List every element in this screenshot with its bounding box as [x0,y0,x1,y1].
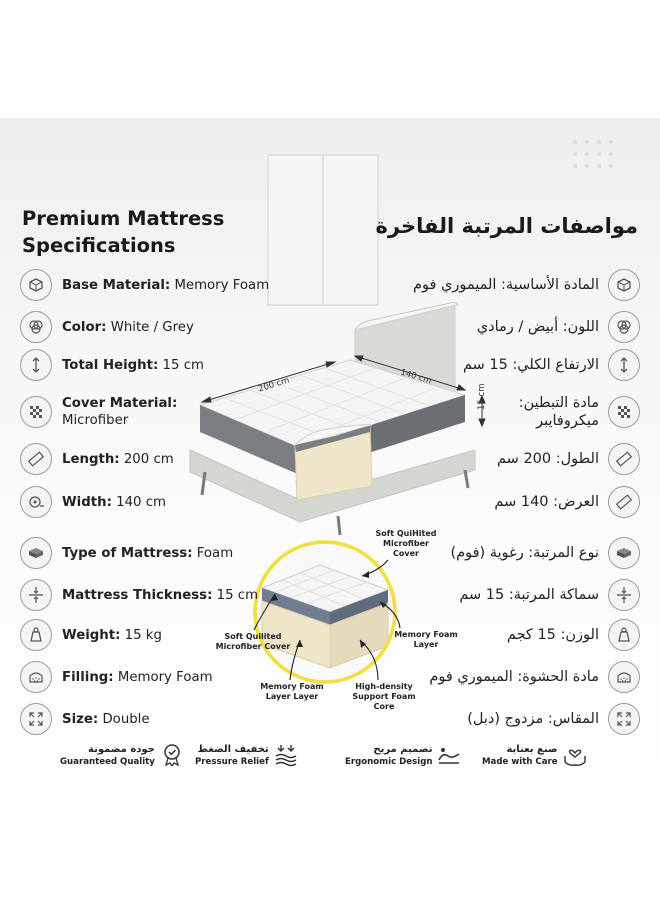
color-palette-icon [20,311,52,343]
foam-block-icon [20,269,52,301]
spec-filling-ar: مادة الحشوة: الميموري فوم [340,660,640,694]
spec-thickness-ar: سماكة المرتبة: 15 سم [340,578,640,612]
filling-icon [608,661,640,693]
english-title [22,205,262,259]
badge-pressure-relief: تخفيف الضغط Pressure Relief [195,738,299,772]
badge-ergonomic-design: تصميم مريح Ergonomic Design [345,738,462,772]
weight-icon [20,619,52,651]
spec-type-ar: نوع المرتبة: رغوية (فوم) [340,536,640,570]
callout-memory-foam-layer: Memory Foam Layer [394,630,458,649]
spec-type-en: Type of Mattress: Foam [20,536,310,570]
weight-icon [608,619,640,651]
english-title-line2: Specifications [22,234,176,257]
callout-quilted-cover-left: Soft Quilited Microfiber Cover [215,632,291,651]
badge-guaranteed-quality: جودة مضمونة Guaranteed Quality [60,738,185,772]
expand-arrows-icon [20,703,52,735]
mattress-cube-icon [608,537,640,569]
color-palette-icon [608,311,640,343]
spec-cover-material-ar: مادة التبطين: ميكروفايبر [340,395,640,429]
spec-size-ar: المقاس: مزدوج (دبل) [340,702,640,736]
ruler-icon [608,443,640,475]
height-dimension: 15 cm [477,383,487,410]
spec-base-material-ar: المادة الأساسية: الميموري فوم [340,268,640,302]
ergonomic-icon [436,742,462,768]
spec-length-ar: الطول: 200 سم [340,442,640,476]
thickness-arrows-icon [20,579,52,611]
spec-length-en: Length: 200 cm [20,442,310,476]
foam-block-icon [608,269,640,301]
spec-filling-en: Filling: Memory Foam [20,660,310,694]
callout-memory-foam-layer-bottom: Memory Foam Layer Layer [260,682,324,701]
arabic-title: مواصفات المرتبة الفاخرة [375,214,638,238]
filling-icon [20,661,52,693]
spec-base-material-en: Base Material: Memory Foam [20,268,310,302]
spec-width-ar: العرض: 140 سم [340,485,640,519]
care-hands-icon [562,742,588,768]
badge-made-with-care: صنع بعناية Made with Care [482,738,588,772]
english-title-line1: Premium Mattress [22,207,225,230]
ruler-icon [608,486,640,518]
thickness-arrows-icon [608,579,640,611]
callout-high-density-core: High-density Support Foam Core [352,682,416,711]
spec-color-ar: اللون: أبيض / رمادي [340,310,640,344]
spec-cover-material-en: Cover Material: Microfiber [20,395,310,429]
spec-width-en: Width: 140 cm [20,485,310,519]
pressure-relief-icon [273,742,299,768]
tape-measure-icon [20,486,52,518]
height-arrow-icon [608,349,640,381]
length-dimension: 200 cm [257,375,291,395]
quality-seal-icon [159,742,185,768]
mattress-cube-icon [20,537,52,569]
spec-thickness-en: Mattress Thickness: 15 cm [20,578,310,612]
width-dimension: 140 cm [399,367,433,387]
height-arrow-icon [20,349,52,381]
expand-arrows-icon [608,703,640,735]
spec-color-en: Color: White / Grey [20,310,310,344]
spec-weight-en: Weight: 15 kg [20,618,310,652]
fabric-texture-icon [608,396,640,428]
spec-size-en: Size: Double [20,702,310,736]
spec-weight-ar: الوزن: 15 كجم [340,618,640,652]
spec-total-height-ar: الارتفاع الكلي: 15 سم [340,348,640,382]
ruler-icon [20,443,52,475]
spec-total-height-en: Total Height: 15 cm [20,348,310,382]
callout-quilted-cover-top: Soft QuiHited Microfiber Cover [375,529,437,558]
fabric-texture-icon [20,396,52,428]
